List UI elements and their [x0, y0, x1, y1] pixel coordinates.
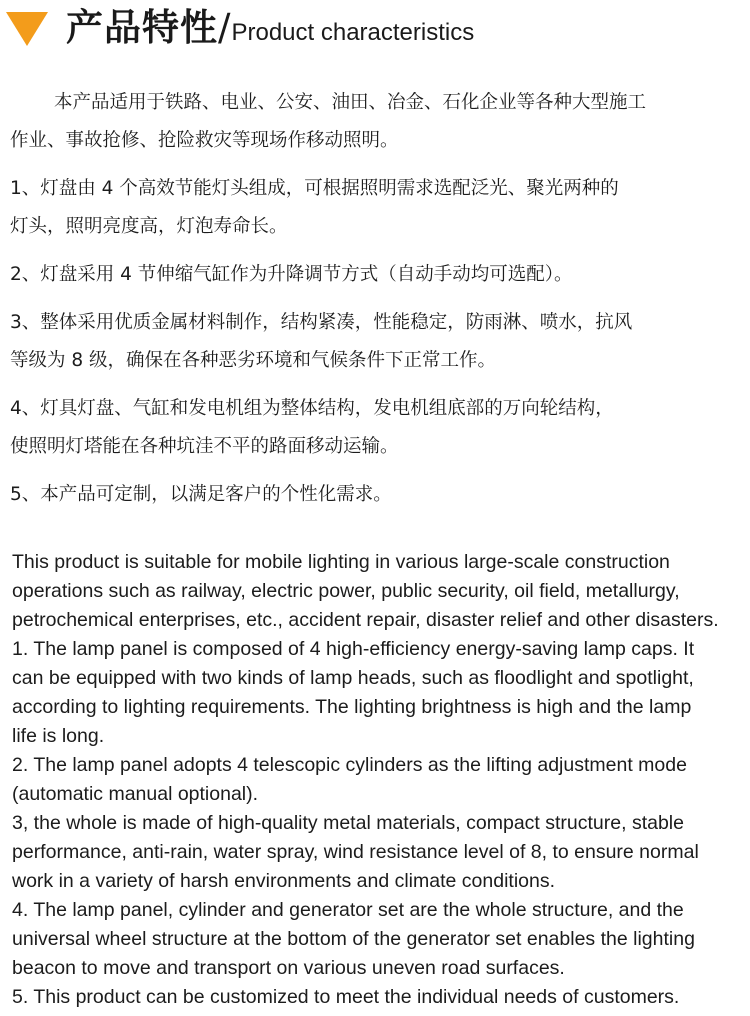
en-line: performance, anti-rain, water spray, wind resistance level of 8, to ensure normal [12, 841, 699, 863]
en-line: beacon to move and transport on various uneven road surfaces. [12, 957, 565, 979]
en-line: 2. The lamp panel adopts 4 telescopic cylinders as the lifting adjustment mode [12, 754, 687, 776]
cn-item-1-line-1: 1、灯盘由 4 个高效节能灯头组成，可根据照明需求选配泛光、聚光两种的 [10, 178, 619, 199]
english-description [12, 548, 732, 1012]
en-line: work in a variety of harsh environments and climate conditions. [12, 870, 556, 892]
en-line: petrochemical enterprises, etc., accident repair, disaster relief and other disasters. [12, 609, 719, 631]
en-line: 1. The lamp panel is composed of 4 high-efficiency energy-saving lamp caps. It [12, 638, 695, 660]
cn-item-3-line-2: 等级为 8 级，确保在各种恶劣环境和气候条件下正常工作。 [10, 350, 497, 371]
cn-item-5-line-1: 5、本产品可定制，以满足客户的个性化需求。 [10, 484, 392, 505]
section-header [0, 0, 750, 60]
cn-item-4-line-2: 使照明灯塔能在各种坑洼不平的路面移动运输。 [10, 436, 399, 457]
cn-intro-line-2: 作业、事故抢修、抢险救灾等现场作移动照明。 [10, 130, 399, 151]
en-line: operations such as railway, electric power, public security, oil field, metallurgy, [12, 580, 680, 602]
cn-item-1-line-2: 灯头，照明亮度高，灯泡寿命长。 [10, 216, 288, 237]
cn-item-2-line-1: 2、灯盘采用 4 节伸缩气缸作为升降调节方式（自动手动均可选配）。 [10, 264, 573, 285]
cn-intro-line-1: 本产品适用于铁路、电业、公安、油田、冶金、石化企业等各种大型施工 [54, 92, 647, 113]
down-triangle-icon [6, 12, 48, 46]
en-line: life is long. [12, 725, 105, 747]
en-line: (automatic manual optional). [12, 783, 259, 805]
title-english: Product characteristics [231, 19, 475, 46]
en-line: 4. The lamp panel, cylinder and generator set are the whole structure, and the [12, 899, 684, 921]
en-line: 3, the whole is made of high-quality metal materials, compact structure, stable [12, 812, 684, 834]
cn-item-4-line-1: 4、灯具灯盘、气缸和发电机组为整体结构，发电机组底部的万向轮结构， [10, 398, 614, 419]
en-line: 5. This product can be customized to meet the individual needs of customers. [12, 986, 680, 1008]
en-line: according to lighting requirements. The lighting brightness is high and the lamp [12, 696, 692, 718]
page-title [66, 4, 474, 57]
title-separator: / [218, 6, 232, 49]
cn-item-3-line-1: 3、整体采用优质金属材料制作，结构紧凑，性能稳定，防雨淋、喷水，抗风 [10, 312, 633, 333]
chinese-description [10, 84, 728, 514]
en-line: universal wheel structure at the bottom of the generator set enables the lighting [12, 928, 695, 950]
title-chinese: 产品特性 [66, 6, 218, 49]
en-line: can be equipped with two kinds of lamp heads, such as floodlight and spotlight, [12, 667, 694, 689]
en-line: This product is suitable for mobile lighting in various large-scale construction [12, 551, 670, 573]
